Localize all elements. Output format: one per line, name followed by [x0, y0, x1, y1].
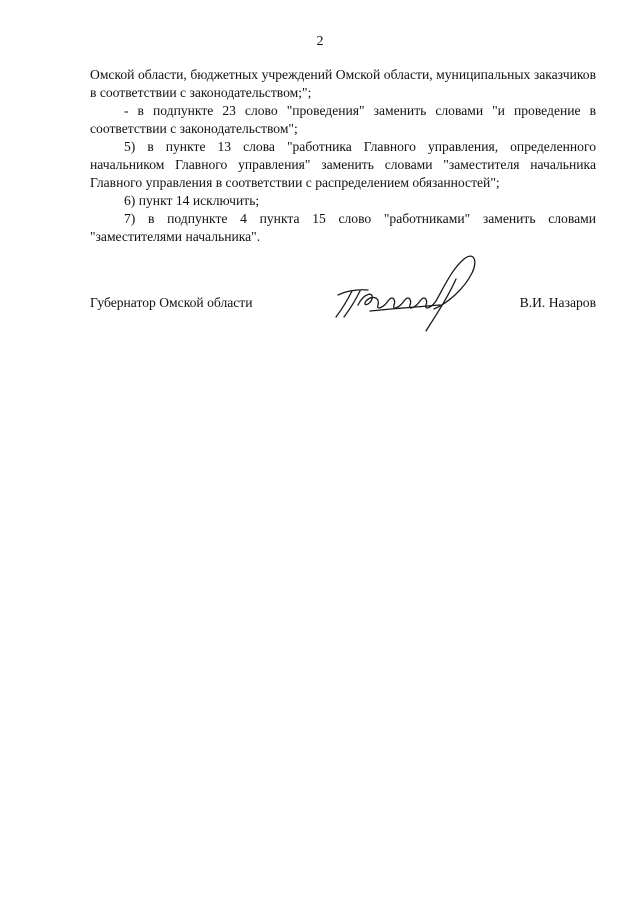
paragraph-item-7: 7) в подпункте 4 пункта 15 слово "работниками" заменить словами "заместителями начальника". — [90, 211, 596, 244]
signer-name: В.И. Назаров — [519, 295, 596, 310]
paragraph-subitem-23: - в подпункте 23 слово "проведения" заменить словами "и проведение в соответствии с законодательством"; — [90, 103, 596, 136]
paragraph-item-6: 6) пункт 14 исключить; — [124, 193, 260, 208]
paragraph-item-5: 5) в пункте 13 слова "работника Главного управления, определенного начальником Главного управления" заменить словами "заместителя начальника Главного управления в соответствии с распределением обязанностей"; — [90, 139, 596, 190]
document-body — [90, 66, 596, 246]
signer-title: Губернатор Омской области — [90, 295, 253, 310]
page-number: 2 — [316, 34, 324, 49]
paragraph-continuation: Омской области, бюджетных учреждений Омской области, муниципальных заказчиков в соответствии с законодательством;"; — [90, 67, 596, 100]
signature-block — [90, 247, 596, 337]
handwritten-signature — [330, 247, 480, 335]
